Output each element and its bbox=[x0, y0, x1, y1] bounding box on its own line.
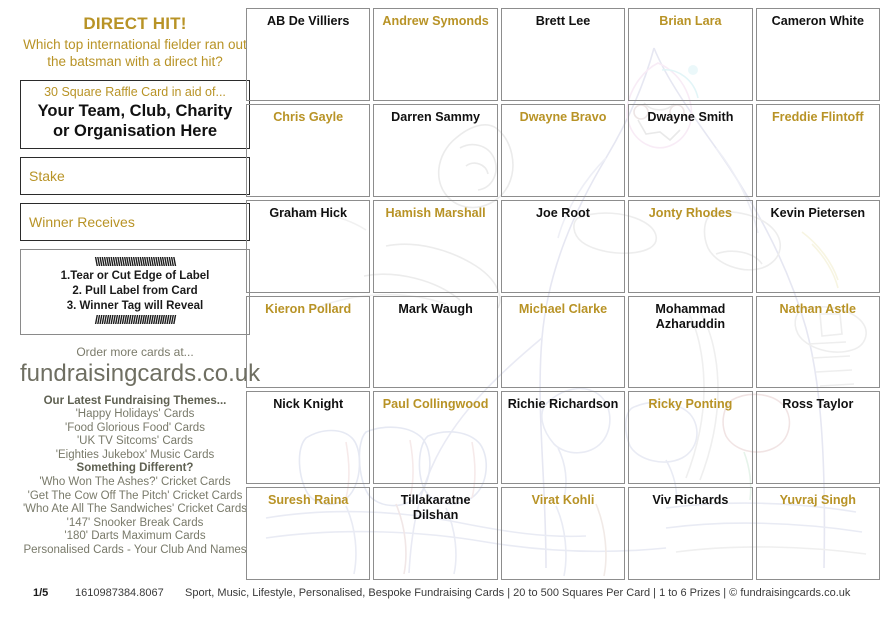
page-footer bbox=[20, 586, 872, 606]
page-title: DIRECT HIT! bbox=[83, 14, 187, 33]
raffle-square[interactable] bbox=[756, 104, 880, 197]
something-different-list bbox=[20, 476, 250, 558]
raffle-square-name: AB De Villiers bbox=[267, 14, 350, 28]
hatch-pattern-bottom: //////////////////////////////////// bbox=[94, 313, 176, 327]
theme-item: 'Happy Holidays' Cards bbox=[75, 408, 195, 420]
stake-field-label: Stake bbox=[29, 168, 65, 184]
raffle-square[interactable] bbox=[501, 104, 625, 197]
raffle-square[interactable] bbox=[628, 296, 752, 389]
different-item: Personalised Cards - Your Club And Names bbox=[23, 543, 247, 556]
raffle-square-name: Ricky Ponting bbox=[648, 397, 733, 412]
raffle-square-name: Michael Clarke bbox=[518, 301, 608, 316]
raffle-square[interactable] bbox=[501, 391, 625, 484]
charity-name-line-1: Your Team, Club, Charity bbox=[37, 102, 233, 120]
theme-item: 'UK TV Sitcoms' Cards bbox=[76, 435, 193, 448]
raffle-square-name: Suresh Raina bbox=[267, 493, 349, 508]
charity-name-line-2: or Organisation Here bbox=[52, 122, 218, 140]
winner-receives-field[interactable] bbox=[20, 203, 250, 241]
raffle-square-grid bbox=[246, 8, 880, 580]
different-item: '147' Snooker Break Cards bbox=[66, 516, 204, 529]
raffle-square[interactable] bbox=[246, 296, 370, 389]
something-different-heading: Something Different? bbox=[76, 462, 194, 475]
raffle-square-name: Jonty Rhodes bbox=[648, 205, 733, 220]
raffle-square-name: Dwayne Bravo bbox=[519, 109, 607, 124]
theme-item: 'Eighties Jukebox' Music Cards bbox=[55, 448, 215, 461]
card-reference-code: 1610987384.8067 bbox=[75, 587, 164, 599]
instructions-box bbox=[20, 249, 250, 335]
themes-list bbox=[20, 408, 250, 462]
raffle-square[interactable] bbox=[373, 391, 497, 484]
raffle-square[interactable] bbox=[501, 487, 625, 580]
raffle-square[interactable] bbox=[373, 200, 497, 293]
themes-heading: Our Latest Fundraising Themes... bbox=[43, 395, 227, 407]
raffle-square[interactable] bbox=[246, 487, 370, 580]
raffle-square-name: Kieron Pollard bbox=[265, 301, 352, 316]
question-text: Which top international fielder ran out the batsman with a direct hit? bbox=[23, 37, 247, 69]
winner-receives-field-label: Winner Receives bbox=[29, 214, 135, 230]
raffle-square[interactable] bbox=[501, 296, 625, 389]
raffle-square-name: Nick Knight bbox=[273, 397, 344, 412]
raffle-square-name: Brian Lara bbox=[659, 14, 722, 28]
raffle-square-name: Ross Taylor bbox=[782, 397, 854, 412]
stake-field[interactable] bbox=[20, 157, 250, 195]
raffle-square-name: Brett Lee bbox=[535, 14, 591, 28]
raffle-square-name: Kevin Pietersen bbox=[770, 205, 866, 220]
raffle-square-name: Darren Sammy bbox=[391, 109, 481, 124]
raffle-square-name: Joe Root bbox=[536, 205, 590, 220]
raffle-square[interactable] bbox=[628, 104, 752, 197]
raffle-square[interactable] bbox=[756, 296, 880, 389]
different-item: 'Who Ate All The Sandwiches' Cricket Cards bbox=[22, 503, 248, 516]
footer-tagline: Sport, Music, Lifestyle, Personalised, Bespoke Fundraising Cards | 20 to 500 Squares Per Card | 1 to 6 Prizes | © fundraisingcards.co.uk bbox=[185, 587, 851, 599]
different-item: 'Get The Cow Off The Pitch' Cricket Cards bbox=[27, 489, 243, 502]
instruction-step-1: 1.Tear or Cut Edge of Label bbox=[60, 270, 210, 282]
raffle-square-name: Graham Hick bbox=[269, 205, 348, 220]
raffle-square[interactable] bbox=[628, 200, 752, 293]
page-number: 1/5 bbox=[33, 587, 49, 599]
raffle-square[interactable] bbox=[373, 104, 497, 197]
raffle-square[interactable] bbox=[373, 487, 497, 580]
different-item: 'Who Won The Ashes?' Cricket Cards bbox=[39, 475, 231, 488]
raffle-square[interactable] bbox=[501, 8, 625, 101]
charity-box-subtitle: 30 Square Raffle Card in aid of... bbox=[44, 85, 226, 99]
raffle-square[interactable] bbox=[246, 8, 370, 101]
raffle-square[interactable] bbox=[756, 487, 880, 580]
raffle-square-name: Paul Collingwood bbox=[382, 397, 489, 412]
raffle-square-name: Mark Waugh bbox=[398, 301, 473, 316]
instruction-step-3: 3. Winner Tag will Reveal bbox=[66, 300, 204, 312]
raffle-square[interactable] bbox=[373, 296, 497, 389]
raffle-square[interactable] bbox=[756, 391, 880, 484]
raffle-square[interactable] bbox=[628, 487, 752, 580]
hatch-pattern-top: \\\\\\\\\\\\\\\\\\\\\\\\\\\\\\\\\\\\ bbox=[94, 255, 176, 269]
raffle-square[interactable] bbox=[373, 8, 497, 101]
raffle-square-name: Yuvraj Singh bbox=[779, 493, 856, 508]
raffle-square[interactable] bbox=[246, 391, 370, 484]
theme-item: 'Food Glorious Food' Cards bbox=[65, 421, 205, 434]
raffle-square-name: Nathan Astle bbox=[779, 301, 857, 316]
website-domain[interactable]: fundraisingcards.co.uk bbox=[20, 360, 261, 387]
raffle-square-name: Virat Kohli bbox=[531, 493, 595, 508]
order-more-cards-label: Order more cards at... bbox=[76, 345, 194, 359]
raffle-square-name: Dwayne Smith bbox=[647, 109, 734, 124]
raffle-square[interactable] bbox=[628, 8, 752, 101]
raffle-square-name: Andrew Symonds bbox=[382, 14, 489, 28]
raffle-square[interactable] bbox=[246, 104, 370, 197]
raffle-square-name: Hamish Marshall bbox=[385, 205, 486, 220]
raffle-square-name: Viv Richards bbox=[652, 493, 729, 508]
raffle-square-name: Mohammad Azharuddin bbox=[655, 301, 726, 331]
raffle-square-name: Cameron White bbox=[771, 14, 864, 28]
raffle-square[interactable] bbox=[246, 200, 370, 293]
raffle-square[interactable] bbox=[756, 8, 880, 101]
raffle-square[interactable] bbox=[756, 200, 880, 293]
instruction-step-2: 2. Pull Label from Card bbox=[72, 285, 198, 297]
charity-name-box[interactable] bbox=[20, 80, 250, 149]
left-info-panel bbox=[20, 10, 261, 570]
raffle-square-name: Freddie Flintoff bbox=[771, 109, 864, 124]
raffle-square-name: Richie Richardson bbox=[507, 397, 619, 412]
raffle-square[interactable] bbox=[628, 391, 752, 484]
raffle-square-name: Tillakaratne Dilshan bbox=[400, 493, 471, 523]
raffle-square[interactable] bbox=[501, 200, 625, 293]
different-item: '180' Darts Maximum Cards bbox=[64, 530, 206, 543]
raffle-square-name: Chris Gayle bbox=[273, 109, 344, 124]
